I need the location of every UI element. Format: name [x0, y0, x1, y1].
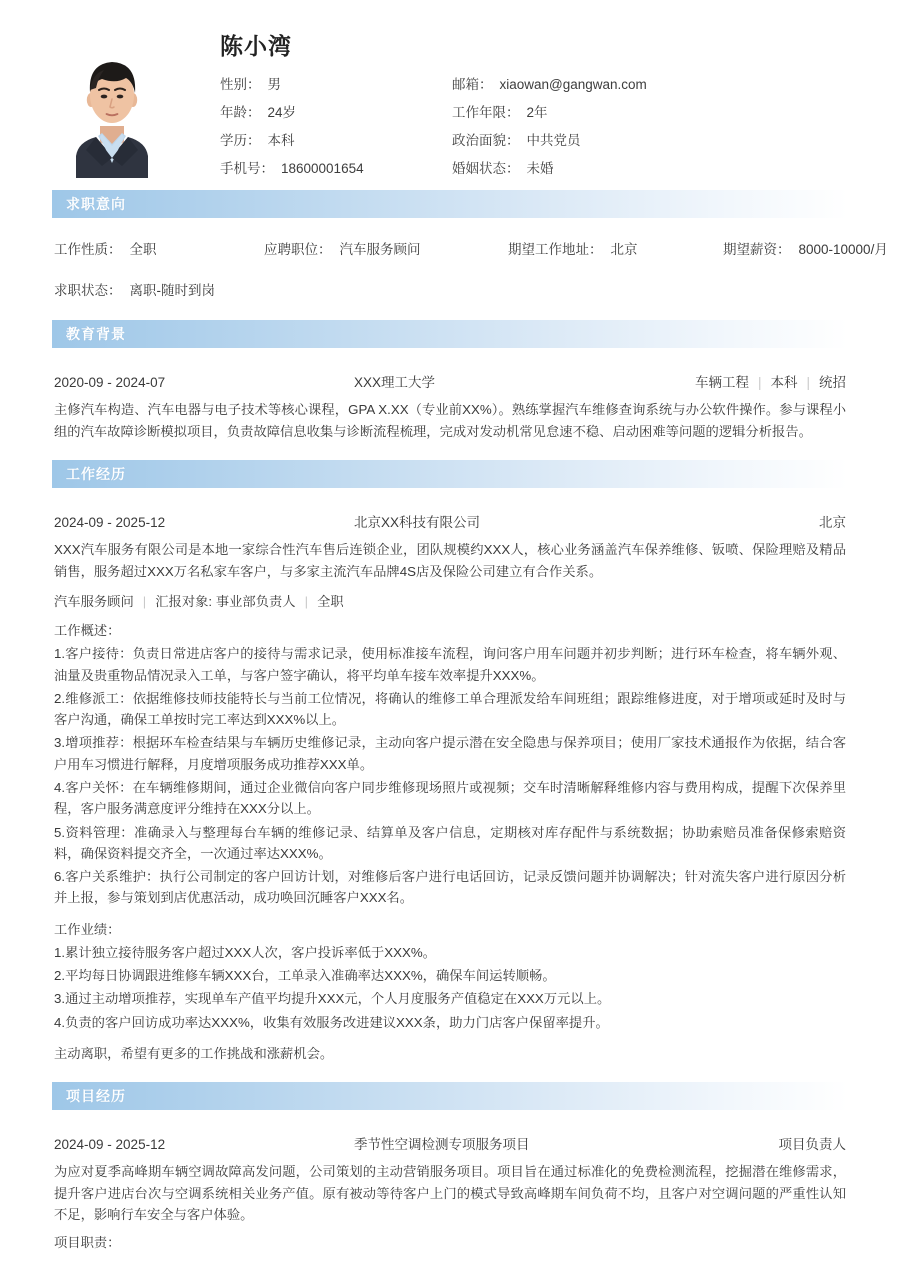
field-marital-status-label: 婚姻状态：: [452, 160, 520, 176]
work-achievement-item: 2.平均每日协调跟进维修车辆XXX台，工单录入准确率达XXX%，确保车间运转顺畅。: [54, 968, 556, 984]
education-date: 2020-09 - 2024-07: [54, 375, 166, 390]
profile-photo-illustration: [52, 38, 172, 178]
project-duty-heading: 项目职责：: [54, 1234, 121, 1250]
spacer: [52, 909, 848, 917]
intent-status-value: 离职-随时到岗: [129, 283, 215, 298]
section-title-work: 工作经历: [66, 466, 126, 483]
section-title-job-intent: 求职意向: [66, 196, 126, 212]
intent-salary-label: 期望薪资：: [723, 242, 791, 257]
work-position: 汽车服务顾问: [54, 594, 134, 610]
field-age: [220, 105, 452, 122]
field-education-value: 本科: [267, 133, 295, 149]
work-duty-item: 3.增项推荐：根据环车检查结果与车辆历史维修记录，主动向客户提示潜在安全隐患与保养项目；使用厂家技术通报作为依据，结合客户用车习惯进行解释，月度增项服务成功推荐XXX单。: [54, 735, 846, 772]
section-header-work: [52, 460, 848, 488]
field-education-label: 学历：: [220, 133, 261, 149]
project-role: 项目负责人: [778, 1137, 846, 1153]
education-tags: [695, 371, 846, 391]
field-age-label: 年龄：: [220, 105, 261, 121]
work-duty-item: 6.客户关系维护：执行公司制定的客户回访计划，对维修后客户进行电话回访，记录反馈问题并协调解决；针对流失客户进行原因分析并上报，参与策划到店优惠活动，成功唤回沉睡客户XXX名。: [54, 869, 846, 906]
project-row: [52, 1116, 848, 1159]
education-admission: 统招: [819, 375, 846, 390]
field-marital-status-value: 未婚: [526, 160, 554, 176]
field-experience-value: 2年: [526, 105, 548, 121]
work-job-type: 全职: [317, 594, 344, 610]
work-duty-item: 2.维修派工：依据维修技师技能特长与当前工位情况，将确认的维修工单合理派发给车间班组；跟踪维修进度，对于增项或延时及时与客户沟通，确保工单按时完工率达到XXX%以上。: [54, 690, 846, 728]
job-intent-row-1: [54, 238, 888, 258]
intent-salary: [723, 238, 888, 258]
profile-fields: [220, 77, 848, 178]
field-education: [220, 133, 452, 150]
intent-location-label: 期望工作地址：: [508, 242, 603, 257]
work-leave-reason: 主动离职，希望有更多的工作挑战和涨薪机会。: [54, 1045, 334, 1061]
work-duty-heading: 工作概述：: [54, 623, 121, 639]
field-phone-label: 手机号：: [220, 160, 274, 176]
resume-header: [52, 0, 848, 176]
work-meta: [52, 582, 848, 610]
work-duty-item: 1.客户接待：负责日常进店客户的接待与需求记录，使用标准接车流程，询问客户用车问题并初步判断；进行环车检查，将车辆外观、油量及贵重物品情况录入工单，与客户签字确认，将平均单车接车效率提升XXX%。: [54, 646, 846, 683]
field-political-status: [452, 133, 848, 150]
project-description: 为应对夏季高峰期车辆空调故障高发问题，公司策划的主动营销服务项目。项目旨在通过标准化的免费检测流程，挖掘潜在维修需求，提升客户进店台次与空调系统相关业务产值。原有被动等待客户上门的模式导致高峰期车间负荷不均，且客户对空调问题的严重性认知不足，影响行车安全与客户体验。: [54, 1164, 846, 1223]
intent-salary-value: 8000-10000/月: [798, 242, 888, 257]
field-email-value: xiaowan@gangwan.com: [499, 77, 647, 93]
intent-job-nature-value: 全职: [129, 242, 157, 257]
section-header-project: [52, 1082, 848, 1110]
field-marital-status: [452, 161, 848, 178]
section-title-education: 教育背景: [66, 326, 126, 342]
intent-position-label: 应聘职位：: [264, 242, 332, 257]
education-major: 车辆工程: [694, 375, 749, 390]
work-achievement-heading: 工作业绩：: [54, 921, 121, 937]
field-gender: [220, 77, 452, 94]
work-duty-item: 4.客户关怀：在车辆维修期间，通过企业微信向客户同步维修现场照片或视频；交车时清晰解释维修内容与费用构成，提醒下次保养里程，客户服务满意度评分维持在XXX分以上。: [54, 779, 846, 817]
intent-status-label: 求职状态：: [54, 283, 122, 298]
intent-position: [264, 238, 508, 258]
work-achievement-item: 1.累计独立接待服务客户超过XXX人次，客户投诉率低于XXX%。: [54, 944, 436, 960]
spacer: [52, 610, 848, 618]
separator-icon: |: [142, 594, 147, 610]
spacer: [52, 1033, 848, 1041]
field-experience-label: 工作年限：: [452, 105, 520, 121]
profile-photo: [52, 38, 172, 178]
field-gender-value: 男: [267, 77, 281, 93]
field-phone: [220, 161, 452, 178]
field-political-status-label: 政治面貌：: [452, 133, 520, 149]
education-description: 主修汽车构造、汽车电器与电子技术等核心课程，GPA X.XX（专业前XX%）。熟练掌握汽车维修查询系统与办公软件操作。参与课程小组的汽车故障诊断模拟项目，负责故障信息收集与诊断流程梳理，完成对发动机常见怠速不稳、启动困难等问题的逻辑分析报告。: [54, 402, 846, 439]
field-political-status-value: 中共党员: [526, 133, 581, 149]
field-experience: [452, 105, 848, 122]
work-achievement-item: 4.负责的客户回访成功率达XXX%，收集有效服务改进建议XXX条，助力门店客户保留率提升。: [54, 1014, 609, 1030]
page-title: 陈小湾: [220, 33, 292, 59]
section-title-project: 项目经历: [66, 1088, 126, 1105]
separator-icon: |: [304, 594, 309, 610]
intent-status: [54, 279, 264, 299]
work-date: 2024-09 - 2025-12: [54, 515, 166, 531]
intent-job-nature-label: 工作性质：: [54, 242, 122, 257]
project-date: 2024-09 - 2025-12: [54, 1137, 166, 1153]
education-row: [52, 354, 848, 397]
field-gender-label: 性别：: [220, 77, 261, 93]
work-row: [52, 494, 848, 537]
separator-icon: |: [806, 375, 810, 390]
section-header-job-intent: [52, 190, 848, 218]
work-company: 北京XX科技有限公司: [354, 515, 481, 531]
education-school: XXX理工大学: [354, 375, 436, 390]
separator-icon: |: [757, 375, 762, 390]
intent-location: [508, 238, 723, 258]
intent-job-nature: [54, 238, 264, 258]
field-phone-value: 18600001654: [281, 160, 364, 176]
work-achievement-item: 3.通过主动增项推荐，实现单车产值平均提升XXX元，个人月度服务产值稳定在XXX万元以上。: [54, 991, 611, 1007]
header-info: [172, 30, 848, 178]
education-degree: 本科: [770, 375, 798, 390]
job-intent-content: [52, 224, 888, 299]
work-company-description: XXX汽车服务有限公司是本地一家综合性汽车售后连锁企业，团队规模约XXX人，核心业务涵盖汽车保养维修、钣喷、保险理赔及精品销售，服务超过XXX万名私家车客户，与多家主流汽车品牌4S店及保险公司建立有合作关系。: [54, 542, 846, 579]
field-email: [452, 77, 848, 94]
field-age-value: 24岁: [267, 105, 297, 121]
work-report-to: 汇报对象: 事业部负责人: [155, 594, 296, 610]
section-header-education: [52, 320, 848, 348]
work-duty-item: 5.资料管理：准确录入与整理每台车辆的维修记录、结算单及客户信息，定期核对库存配件与系统数据；协助索赔员准备保修索赔资料，确保资料提交齐全，一次通过率达XXX%。: [54, 824, 846, 861]
intent-position-value: 汽车服务顾问: [339, 242, 421, 257]
job-intent-row-2: [54, 279, 846, 299]
field-email-label: 邮箱：: [452, 77, 493, 93]
work-location: 北京: [819, 515, 846, 531]
intent-location-value: 北京: [610, 242, 638, 257]
project-name: 季节性空调检测专项服务项目: [354, 1137, 530, 1153]
